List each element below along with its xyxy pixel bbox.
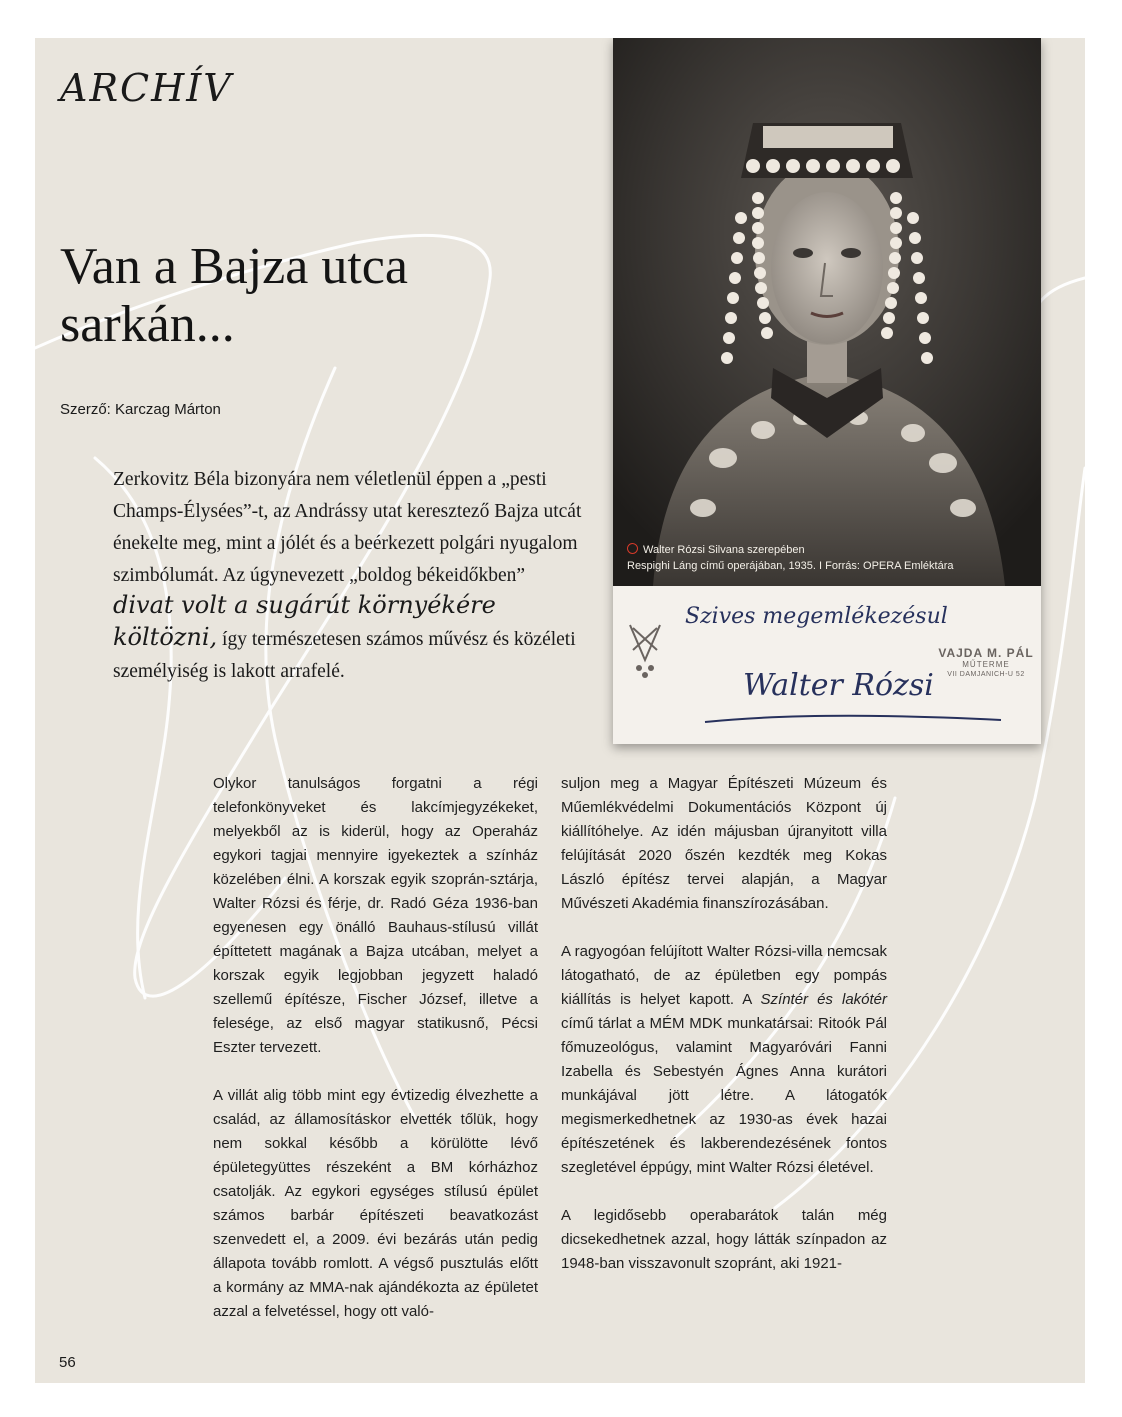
studio-stamp (931, 646, 1041, 680)
studio-label: MŰTERME (962, 660, 1010, 669)
body-text: A ragyogóan felújított Walter Rózsi-villa nemcsak látogatható, de az épületben egy pompás kiállítás is helyet kapott. A (561, 943, 887, 1008)
article-title: Van a Bajza utca sarkán... (60, 238, 408, 353)
section-label: ARCHÍV (60, 66, 233, 110)
studio-name: VAJDA M. PÁL (938, 646, 1034, 660)
portrait-illustration (613, 38, 1041, 586)
inscription-line-1: Szives megemlékezésul (685, 604, 948, 629)
studio-address: VII DAMJANICH-U 52 (947, 671, 1025, 678)
body-paragraph: A legidősebb operabarátok talán még dicsekedhetnek azzal, hogy látták színpadon az 1948-ban visszavonult szopránt, aki 1921- (561, 1207, 887, 1272)
body-text: című tárlat a MÉM MDK munkatársai: Ritoók Pál főmuzeológus, valamint Magyaróvári Fanni Izabella és Sebestyén Ágnes Anna kurátori munkájával jött létre. A látogatók megismerkedhetnek az 1930-as évek hazai építészetének és lakberendezésének fontos szegletével éppúgy, mint Walter Rózsi életével. (561, 1015, 887, 1176)
lead-text-start: Zerkovitz Béla bizonyára nem véletlenül éppen a „pesti Champs-Élysées”-t, az Andrássy utat keresztező Bajza utcát énekelte meg, mint a jólét és a beérkezett polgári nyugalom szimbólumát. Az úgynevezett „boldog békeidőkben” (113, 469, 582, 586)
signature: Walter Rózsi (743, 668, 934, 703)
photo-caption (627, 542, 1027, 574)
page-number: 56 (59, 1354, 76, 1371)
body-column-1 (213, 772, 538, 1348)
lead-highlight: divat volt a sugárút környékére költözni, (113, 591, 496, 651)
body-paragraph: A villát alig több mint egy évtizedig élvezhette a család, az államosításkor elvették tőlük, hogy nem sokkal később a körülötte lévő épületegyüttes részeként a BM kórházhoz csatolják. Az egykori egységes stílusú épület számos barbár építészeti beavatkozást szenvedett el, a 2009. évi bezárás után pedig állapota tovább romlott. A végső pusztulás előtt a kormány az MMA-nak ajándékozta az épületet azzal a felvetéssel, hogy ott való- (213, 1087, 538, 1320)
lead-text-end: így természetesen számos művész és közéleti személyiség is lakott arrafelé. (113, 629, 576, 682)
archival-photo (613, 38, 1041, 744)
body-paragraph: suljon meg a Magyar Építészeti Múzeum és Műemlékvédelmi Dokumentációs Központ új kiállítóhelye. Az idén májusban újranyitott villa felújítását 2020 őszén kezdték meg Kokas László építész tervei alapján, a Magyar Művészeti Akadémia finanszírozásában. (561, 775, 887, 912)
exhibition-title: Színtér és lakótér (760, 991, 888, 1008)
body-paragraph (561, 940, 887, 1180)
lead-paragraph (113, 464, 583, 688)
body-paragraph: Olykor tanulságos forgatni a régi telefonkönyveket és lakcímjegyzékeket, melyekből az is kiderül, hogy az Operaház egykori tagjai mennyire igyekeztek a színház közelében élni. A korszak egyik szoprán-sztárja, Walter Rózsi és férje, dr. Radó Géza 1936-ban egyenesen egy önálló Bauhaus-stílusú villát építtetett magának a Bajza utcában, melyet a korszak egyik legjobban jegyzett haladó szellemű építésze, Fischer József, illetve a felesége, az első magyar statikusnő, Pécsi Eszter tervezett. (213, 775, 538, 1056)
author-byline: Szerző: Karczag Márton (60, 401, 221, 418)
signature-underline (703, 710, 1003, 730)
caption-line-2: Respighi Láng című operájában, 1935. I Forrás: OPERA Emléktára (627, 560, 954, 572)
caption-line-1: Walter Rózsi Silvana szerepében (643, 544, 805, 556)
studio-monogram-icon (625, 620, 665, 680)
circle-marker-icon (627, 543, 638, 554)
autograph-card (613, 586, 1041, 744)
body-column-2 (561, 772, 887, 1300)
magazine-page (35, 38, 1085, 1383)
